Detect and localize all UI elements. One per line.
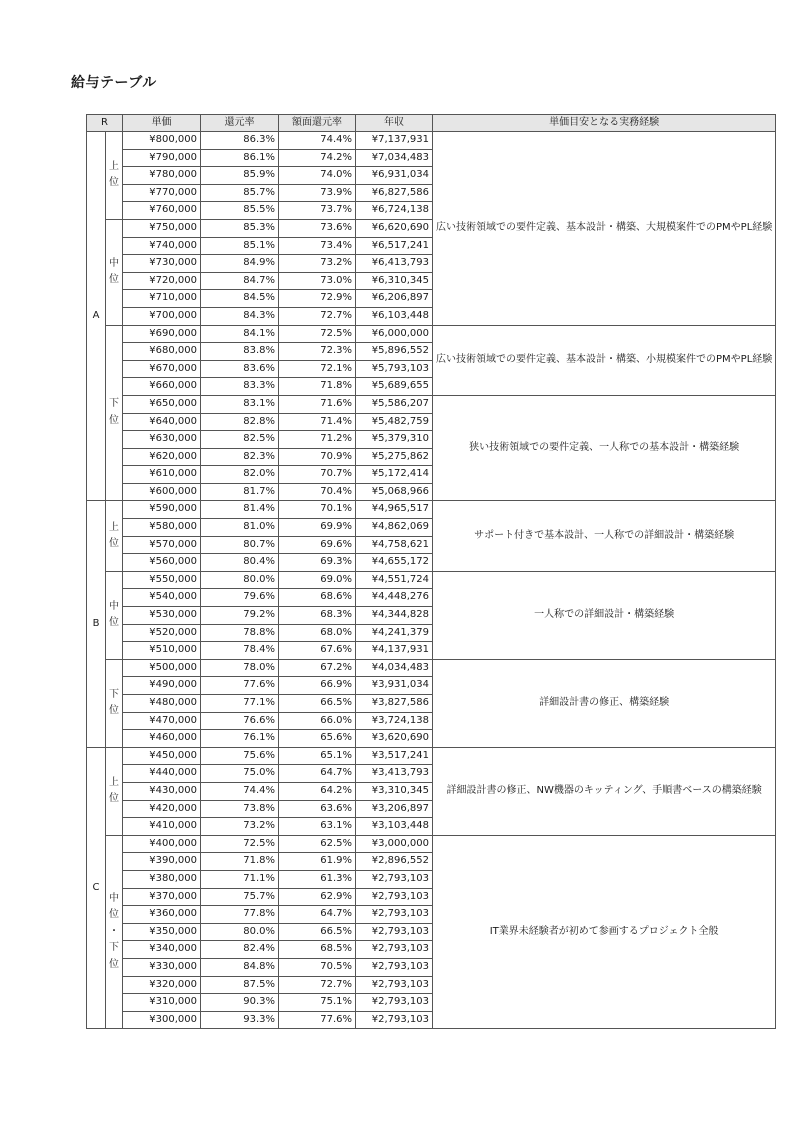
gross-return-rate-cell: 69.0% [279,571,356,589]
return-rate-cell: 75.6% [201,747,279,765]
unit-price-cell: ¥550,000 [123,571,201,589]
return-rate-cell: 85.1% [201,237,279,255]
experience-cell-6: 詳細設計書の修正、構築経験 [433,659,776,747]
gross-return-rate-cell: 68.5% [279,941,356,959]
gross-return-rate-cell: 65.6% [279,730,356,748]
annual-income-cell: ¥2,793,103 [356,941,433,959]
gross-return-rate-cell: 71.8% [279,378,356,396]
annual-income-cell: ¥5,586,207 [356,395,433,413]
unit-price-cell: ¥380,000 [123,870,201,888]
gross-return-rate-cell: 62.5% [279,835,356,853]
annual-income-cell: ¥2,793,103 [356,906,433,924]
gross-return-rate-cell: 75.1% [279,994,356,1012]
subrank-c-middle-lower: 中 位 ・ 下 位 [106,835,123,1029]
experience-cell-4: サポート付きで基本設計、一人称での詳細設計・構築経験 [433,501,776,571]
unit-price-cell: ¥360,000 [123,906,201,924]
unit-price-cell: ¥620,000 [123,448,201,466]
header-row [87,115,776,132]
unit-price-cell: ¥670,000 [123,360,201,378]
gross-return-rate-cell: 74.4% [279,132,356,150]
unit-price-cell: ¥570,000 [123,536,201,554]
annual-income-cell: ¥6,310,345 [356,272,433,290]
annual-income-cell: ¥3,206,897 [356,800,433,818]
salary-table [86,114,776,1029]
annual-income-cell: ¥3,000,000 [356,835,433,853]
rank-cell-b: B [87,501,106,747]
gross-return-rate-cell: 65.1% [279,747,356,765]
annual-income-cell: ¥5,482,759 [356,413,433,431]
annual-income-cell: ¥2,793,103 [356,870,433,888]
unit-price-cell: ¥370,000 [123,888,201,906]
table-body [87,132,776,1029]
return-rate-cell: 81.4% [201,501,279,519]
return-rate-cell: 79.6% [201,589,279,607]
return-rate-cell: 77.6% [201,677,279,695]
gross-return-rate-cell: 64.7% [279,906,356,924]
annual-income-cell: ¥5,379,310 [356,431,433,449]
gross-return-rate-cell: 67.6% [279,642,356,660]
col-header-rank: R [87,115,123,132]
unit-price-cell: ¥520,000 [123,624,201,642]
annual-income-cell: ¥5,896,552 [356,343,433,361]
gross-return-rate-cell: 64.7% [279,765,356,783]
table-row [87,835,776,853]
return-rate-cell: 76.1% [201,730,279,748]
col-header-gross-return-rate: 額面還元率 [279,115,356,132]
subrank-c-upper: 上 位 [106,747,123,835]
subrank-a-upper: 上 位 [106,132,123,220]
return-rate-cell: 82.5% [201,431,279,449]
page-title: 給与テーブル [71,75,157,91]
gross-return-rate-cell: 71.6% [279,395,356,413]
gross-return-rate-cell: 77.6% [279,1011,356,1029]
annual-income-cell: ¥6,827,586 [356,184,433,202]
annual-income-cell: ¥4,241,379 [356,624,433,642]
unit-price-cell: ¥700,000 [123,307,201,325]
gross-return-rate-cell: 73.9% [279,184,356,202]
unit-price-cell: ¥650,000 [123,395,201,413]
gross-return-rate-cell: 61.3% [279,870,356,888]
gross-return-rate-cell: 61.9% [279,853,356,871]
annual-income-cell: ¥4,862,069 [356,519,433,537]
experience-cell-3: 狭い技術領域での要件定義、一人称での基本設計・構築経験 [433,395,776,501]
gross-return-rate-cell: 73.6% [279,219,356,237]
gross-return-rate-cell: 74.2% [279,149,356,167]
gross-return-rate-cell: 66.0% [279,712,356,730]
unit-price-cell: ¥450,000 [123,747,201,765]
annual-income-cell: ¥6,724,138 [356,202,433,220]
return-rate-cell: 78.4% [201,642,279,660]
unit-price-cell: ¥560,000 [123,554,201,572]
annual-income-cell: ¥2,793,103 [356,994,433,1012]
return-rate-cell: 84.5% [201,290,279,308]
return-rate-cell: 71.1% [201,870,279,888]
col-header-experience: 単価目安となる実務経験 [433,115,776,132]
gross-return-rate-cell: 72.3% [279,343,356,361]
return-rate-cell: 90.3% [201,994,279,1012]
gross-return-rate-cell: 72.9% [279,290,356,308]
return-rate-cell: 80.0% [201,571,279,589]
annual-income-cell: ¥4,655,172 [356,554,433,572]
return-rate-cell: 83.1% [201,395,279,413]
annual-income-cell: ¥3,103,448 [356,818,433,836]
unit-price-cell: ¥750,000 [123,219,201,237]
unit-price-cell: ¥480,000 [123,695,201,713]
unit-price-cell: ¥770,000 [123,184,201,202]
return-rate-cell: 83.6% [201,360,279,378]
unit-price-cell: ¥610,000 [123,466,201,484]
annual-income-cell: ¥2,793,103 [356,1011,433,1029]
col-header-unit-price: 単価 [123,115,201,132]
gross-return-rate-cell: 66.5% [279,923,356,941]
unit-price-cell: ¥430,000 [123,782,201,800]
gross-return-rate-cell: 70.1% [279,501,356,519]
return-rate-cell: 85.3% [201,219,279,237]
return-rate-cell: 84.9% [201,255,279,273]
table-row [87,132,776,150]
unit-price-cell: ¥780,000 [123,167,201,185]
return-rate-cell: 87.5% [201,976,279,994]
return-rate-cell: 75.0% [201,765,279,783]
annual-income-cell: ¥4,758,621 [356,536,433,554]
subrank-a-lower: 下 位 [106,325,123,501]
annual-income-cell: ¥3,517,241 [356,747,433,765]
gross-return-rate-cell: 73.7% [279,202,356,220]
unit-price-cell: ¥710,000 [123,290,201,308]
gross-return-rate-cell: 63.1% [279,818,356,836]
annual-income-cell: ¥3,620,690 [356,730,433,748]
return-rate-cell: 84.7% [201,272,279,290]
return-rate-cell: 71.8% [201,853,279,871]
unit-price-cell: ¥590,000 [123,501,201,519]
subrank-b-lower: 下 位 [106,659,123,747]
unit-price-cell: ¥300,000 [123,1011,201,1029]
unit-price-cell: ¥690,000 [123,325,201,343]
unit-price-cell: ¥330,000 [123,958,201,976]
table-row [87,325,776,343]
unit-price-cell: ¥390,000 [123,853,201,871]
col-header-annual-income: 年収 [356,115,433,132]
unit-price-cell: ¥580,000 [123,519,201,537]
unit-price-cell: ¥510,000 [123,642,201,660]
gross-return-rate-cell: 73.2% [279,255,356,273]
unit-price-cell: ¥310,000 [123,994,201,1012]
return-rate-cell: 83.3% [201,378,279,396]
table-row [87,395,776,413]
annual-income-cell: ¥2,793,103 [356,958,433,976]
return-rate-cell: 82.8% [201,413,279,431]
annual-income-cell: ¥3,931,034 [356,677,433,695]
return-rate-cell: 78.8% [201,624,279,642]
return-rate-cell: 73.8% [201,800,279,818]
return-rate-cell: 82.0% [201,466,279,484]
col-header-return-rate: 還元率 [201,115,279,132]
unit-price-cell: ¥470,000 [123,712,201,730]
gross-return-rate-cell: 68.3% [279,607,356,625]
unit-price-cell: ¥500,000 [123,659,201,677]
annual-income-cell: ¥2,793,103 [356,923,433,941]
unit-price-cell: ¥760,000 [123,202,201,220]
unit-price-cell: ¥680,000 [123,343,201,361]
return-rate-cell: 81.7% [201,483,279,501]
return-rate-cell: 80.0% [201,923,279,941]
annual-income-cell: ¥6,413,793 [356,255,433,273]
return-rate-cell: 74.4% [201,782,279,800]
unit-price-cell: ¥740,000 [123,237,201,255]
unit-price-cell: ¥350,000 [123,923,201,941]
gross-return-rate-cell: 72.5% [279,325,356,343]
annual-income-cell: ¥4,448,276 [356,589,433,607]
annual-income-cell: ¥5,793,103 [356,360,433,378]
unit-price-cell: ¥630,000 [123,431,201,449]
unit-price-cell: ¥340,000 [123,941,201,959]
unit-price-cell: ¥460,000 [123,730,201,748]
experience-cell-2: 広い技術領域での要件定義、基本設計・構築、小規模案件でのPMやPL経験 [433,325,776,395]
gross-return-rate-cell: 71.4% [279,413,356,431]
experience-cell-7: 詳細設計書の修正、NW機器のキッティング、手順書ベースの構築経験 [433,747,776,835]
annual-income-cell: ¥2,793,103 [356,888,433,906]
experience-cell-5: 一人称での詳細設計・構築経験 [433,571,776,659]
annual-income-cell: ¥6,000,000 [356,325,433,343]
return-rate-cell: 84.1% [201,325,279,343]
table-row [87,571,776,589]
subrank-a-middle: 中 位 [106,219,123,325]
gross-return-rate-cell: 74.0% [279,167,356,185]
unit-price-cell: ¥400,000 [123,835,201,853]
annual-income-cell: ¥2,896,552 [356,853,433,871]
gross-return-rate-cell: 62.9% [279,888,356,906]
gross-return-rate-cell: 66.9% [279,677,356,695]
rank-cell-a: A [87,132,106,501]
unit-price-cell: ¥800,000 [123,132,201,150]
annual-income-cell: ¥5,689,655 [356,378,433,396]
unit-price-cell: ¥530,000 [123,607,201,625]
return-rate-cell: 86.1% [201,149,279,167]
return-rate-cell: 80.7% [201,536,279,554]
return-rate-cell: 85.9% [201,167,279,185]
annual-income-cell: ¥6,517,241 [356,237,433,255]
unit-price-cell: ¥640,000 [123,413,201,431]
table-row [87,747,776,765]
gross-return-rate-cell: 64.2% [279,782,356,800]
return-rate-cell: 85.7% [201,184,279,202]
annual-income-cell: ¥5,068,966 [356,483,433,501]
return-rate-cell: 78.0% [201,659,279,677]
gross-return-rate-cell: 73.4% [279,237,356,255]
gross-return-rate-cell: 70.5% [279,958,356,976]
unit-price-cell: ¥720,000 [123,272,201,290]
table-row [87,659,776,677]
gross-return-rate-cell: 63.6% [279,800,356,818]
return-rate-cell: 80.4% [201,554,279,572]
return-rate-cell: 85.5% [201,202,279,220]
gross-return-rate-cell: 66.5% [279,695,356,713]
gross-return-rate-cell: 67.2% [279,659,356,677]
gross-return-rate-cell: 70.9% [279,448,356,466]
experience-cell-8: IT業界未経験者が初めて参画するプロジェクト全般 [433,835,776,1029]
gross-return-rate-cell: 69.9% [279,519,356,537]
annual-income-cell: ¥2,793,103 [356,976,433,994]
annual-income-cell: ¥7,034,483 [356,149,433,167]
annual-income-cell: ¥6,206,897 [356,290,433,308]
unit-price-cell: ¥730,000 [123,255,201,273]
annual-income-cell: ¥5,275,862 [356,448,433,466]
return-rate-cell: 76.6% [201,712,279,730]
gross-return-rate-cell: 68.0% [279,624,356,642]
return-rate-cell: 83.8% [201,343,279,361]
gross-return-rate-cell: 73.0% [279,272,356,290]
return-rate-cell: 81.0% [201,519,279,537]
return-rate-cell: 86.3% [201,132,279,150]
unit-price-cell: ¥440,000 [123,765,201,783]
table-row [87,501,776,519]
gross-return-rate-cell: 72.7% [279,307,356,325]
unit-price-cell: ¥540,000 [123,589,201,607]
unit-price-cell: ¥490,000 [123,677,201,695]
annual-income-cell: ¥3,413,793 [356,765,433,783]
annual-income-cell: ¥4,965,517 [356,501,433,519]
annual-income-cell: ¥5,172,414 [356,466,433,484]
gross-return-rate-cell: 70.7% [279,466,356,484]
return-rate-cell: 72.5% [201,835,279,853]
unit-price-cell: ¥790,000 [123,149,201,167]
return-rate-cell: 93.3% [201,1011,279,1029]
return-rate-cell: 84.3% [201,307,279,325]
return-rate-cell: 73.2% [201,818,279,836]
unit-price-cell: ¥660,000 [123,378,201,396]
return-rate-cell: 77.8% [201,906,279,924]
annual-income-cell: ¥3,310,345 [356,782,433,800]
rank-cell-c: C [87,747,106,1029]
unit-price-cell: ¥410,000 [123,818,201,836]
gross-return-rate-cell: 69.3% [279,554,356,572]
annual-income-cell: ¥6,931,034 [356,167,433,185]
gross-return-rate-cell: 71.2% [279,431,356,449]
return-rate-cell: 75.7% [201,888,279,906]
return-rate-cell: 82.3% [201,448,279,466]
gross-return-rate-cell: 72.7% [279,976,356,994]
gross-return-rate-cell: 72.1% [279,360,356,378]
return-rate-cell: 82.4% [201,941,279,959]
annual-income-cell: ¥3,827,586 [356,695,433,713]
return-rate-cell: 79.2% [201,607,279,625]
return-rate-cell: 77.1% [201,695,279,713]
gross-return-rate-cell: 69.6% [279,536,356,554]
annual-income-cell: ¥4,137,931 [356,642,433,660]
annual-income-cell: ¥4,034,483 [356,659,433,677]
annual-income-cell: ¥3,724,138 [356,712,433,730]
unit-price-cell: ¥600,000 [123,483,201,501]
annual-income-cell: ¥4,344,828 [356,607,433,625]
gross-return-rate-cell: 70.4% [279,483,356,501]
unit-price-cell: ¥420,000 [123,800,201,818]
unit-price-cell: ¥320,000 [123,976,201,994]
subrank-b-middle: 中 位 [106,571,123,659]
experience-cell-1: 広い技術領域での要件定義、基本設計・構築、大規模案件でのPMやPL経験 [433,132,776,326]
subrank-b-upper: 上 位 [106,501,123,571]
gross-return-rate-cell: 68.6% [279,589,356,607]
annual-income-cell: ¥6,620,690 [356,219,433,237]
return-rate-cell: 84.8% [201,958,279,976]
annual-income-cell: ¥7,137,931 [356,132,433,150]
annual-income-cell: ¥4,551,724 [356,571,433,589]
annual-income-cell: ¥6,103,448 [356,307,433,325]
